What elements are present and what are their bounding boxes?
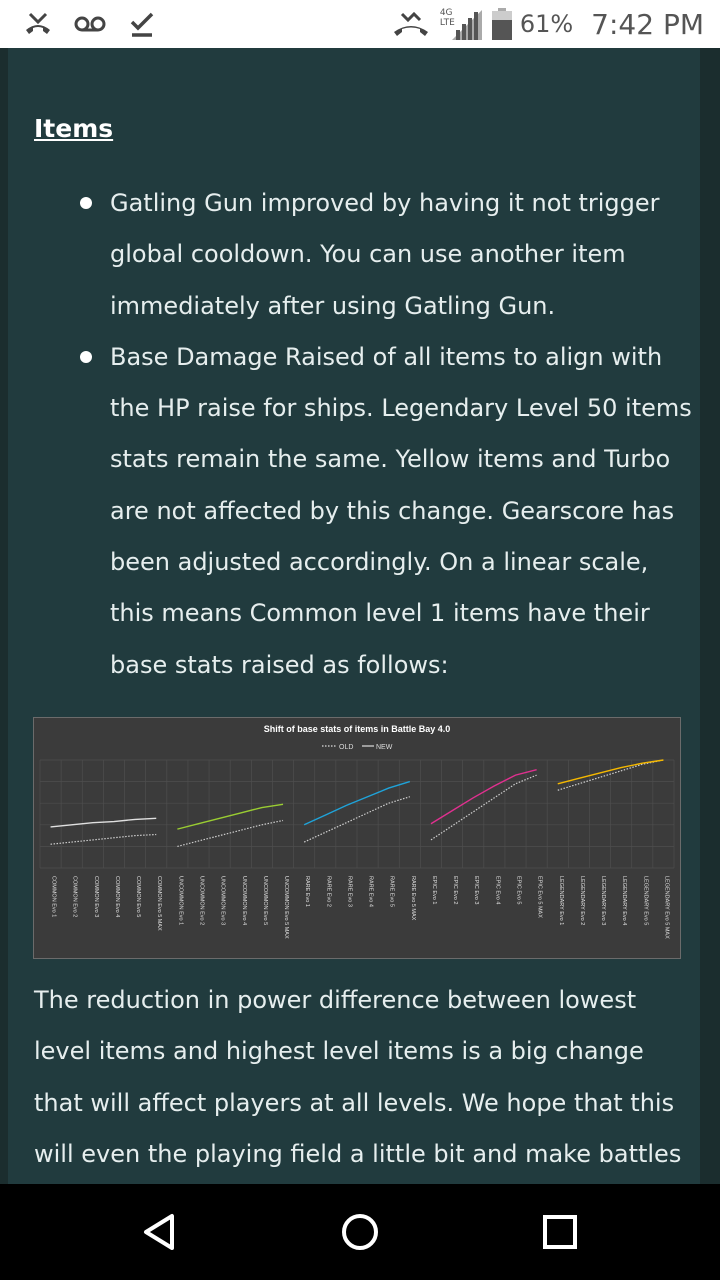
- tick-label: LEGENDARY Evo 4: [621, 876, 628, 926]
- tick-label: EPIC Evo 4: [494, 876, 501, 905]
- missed-call-icon: [24, 10, 52, 38]
- tick-label: UNCOMMON Evo 5 MAX: [283, 876, 290, 939]
- tick-label: LEGENDARY Evo 5 MAX: [663, 876, 670, 939]
- tick-label: UNCOMMON Evo 5: [261, 876, 268, 926]
- bullet-list: [34, 178, 694, 691]
- navigation-bar: [0, 1184, 720, 1280]
- tick-label: RARE Evo 4: [367, 876, 374, 907]
- tick-label: COMMON Evo 5 MAX: [156, 876, 163, 931]
- section-heading: Items: [34, 114, 114, 143]
- tick-label: UNCOMMON Evo 4: [240, 876, 247, 926]
- check-icon: [128, 10, 156, 38]
- home-icon[interactable]: [340, 1212, 380, 1252]
- bullet-text: Base Damage Raised of all items to align with the HP raise for ships. Legendary Level 50 items stats remain the same. Yellow items and Turbo are not affected by this change. Gearscore has been adjusted accordingly. On a linear scale, this means Common level 1 items have their base stats raised as follows:: [110, 342, 692, 679]
- battery-percent: 61%: [519, 10, 574, 38]
- list-item: [34, 332, 694, 691]
- tick-label: UNCOMMON Evo 1: [177, 876, 184, 926]
- tick-label: EPIC Evo 3: [473, 876, 480, 905]
- tick-label: LEGENDARY Evo 3: [600, 876, 607, 926]
- network-indicator: [440, 4, 482, 44]
- bullet-icon: [80, 197, 92, 209]
- battery-icon: [492, 8, 512, 40]
- signal-icon: [452, 10, 482, 40]
- tick-label: EPIC Evo 1: [430, 876, 437, 905]
- body-paragraph: The reduction in power difference between lowest level items and highest level items is a big change that will affect players at all levels. We hope that this will even the playing field a little bit and make battles: [34, 986, 682, 1168]
- tick-label: UNCOMMON Evo 2: [198, 876, 205, 926]
- article-body: [8, 48, 700, 1184]
- tick-label: LEGENDARY Evo 5: [642, 876, 649, 926]
- bullet-text: Gatling Gun improved by having it not trigger global cooldown. You can use another item immediately after using Gatling Gun.: [110, 189, 660, 320]
- status-right-icons: [392, 0, 704, 48]
- tick-label: RARE Evo 1: [304, 876, 311, 907]
- legend-old-label: OLD: [339, 744, 354, 751]
- tick-label: COMMON Evo 2: [71, 876, 78, 918]
- voicemail-icon: [74, 14, 106, 34]
- tick-label: EPIC Evo 2: [452, 876, 459, 905]
- bullet-icon: [80, 351, 92, 363]
- recents-icon[interactable]: [540, 1212, 580, 1252]
- back-icon[interactable]: [140, 1212, 180, 1252]
- tick-label: UNCOMMON Evo 3: [219, 876, 226, 926]
- tick-label: RARE Evo 5 MAX: [409, 876, 416, 921]
- call-forwarding-icon: [392, 10, 430, 38]
- status-bar: [0, 0, 720, 48]
- tick-label: EPIC Evo 5 MAX: [536, 876, 543, 918]
- legend-new-label: NEW: [376, 744, 393, 751]
- network-label: 4G LTE: [439, 8, 455, 28]
- tick-label: COMMON Evo 3: [92, 876, 99, 918]
- web-page[interactable]: [0, 48, 720, 1184]
- chart-svg: [34, 718, 680, 958]
- tick-label: RARE Evo 3: [346, 876, 353, 907]
- tick-label: COMMON Evo 4: [113, 876, 120, 918]
- chart-title: Shift of base stats of items in Battle Bay 4.0: [263, 724, 451, 734]
- chart-image[interactable]: [33, 717, 681, 959]
- tick-label: RARE Evo 5: [388, 876, 395, 907]
- list-item: [34, 178, 694, 332]
- tick-label: EPIC Evo 5: [515, 876, 522, 905]
- tick-label: RARE Evo 2: [325, 876, 332, 907]
- status-left-icons: [24, 8, 156, 40]
- tick-label: LEGENDARY Evo 1: [557, 876, 564, 926]
- tick-label: LEGENDARY Evo 2: [578, 876, 585, 926]
- clock: 7:42 PM: [591, 7, 704, 41]
- tick-label: COMMON Evo 5: [135, 876, 142, 918]
- tick-label: COMMON Evo 1: [50, 876, 57, 918]
